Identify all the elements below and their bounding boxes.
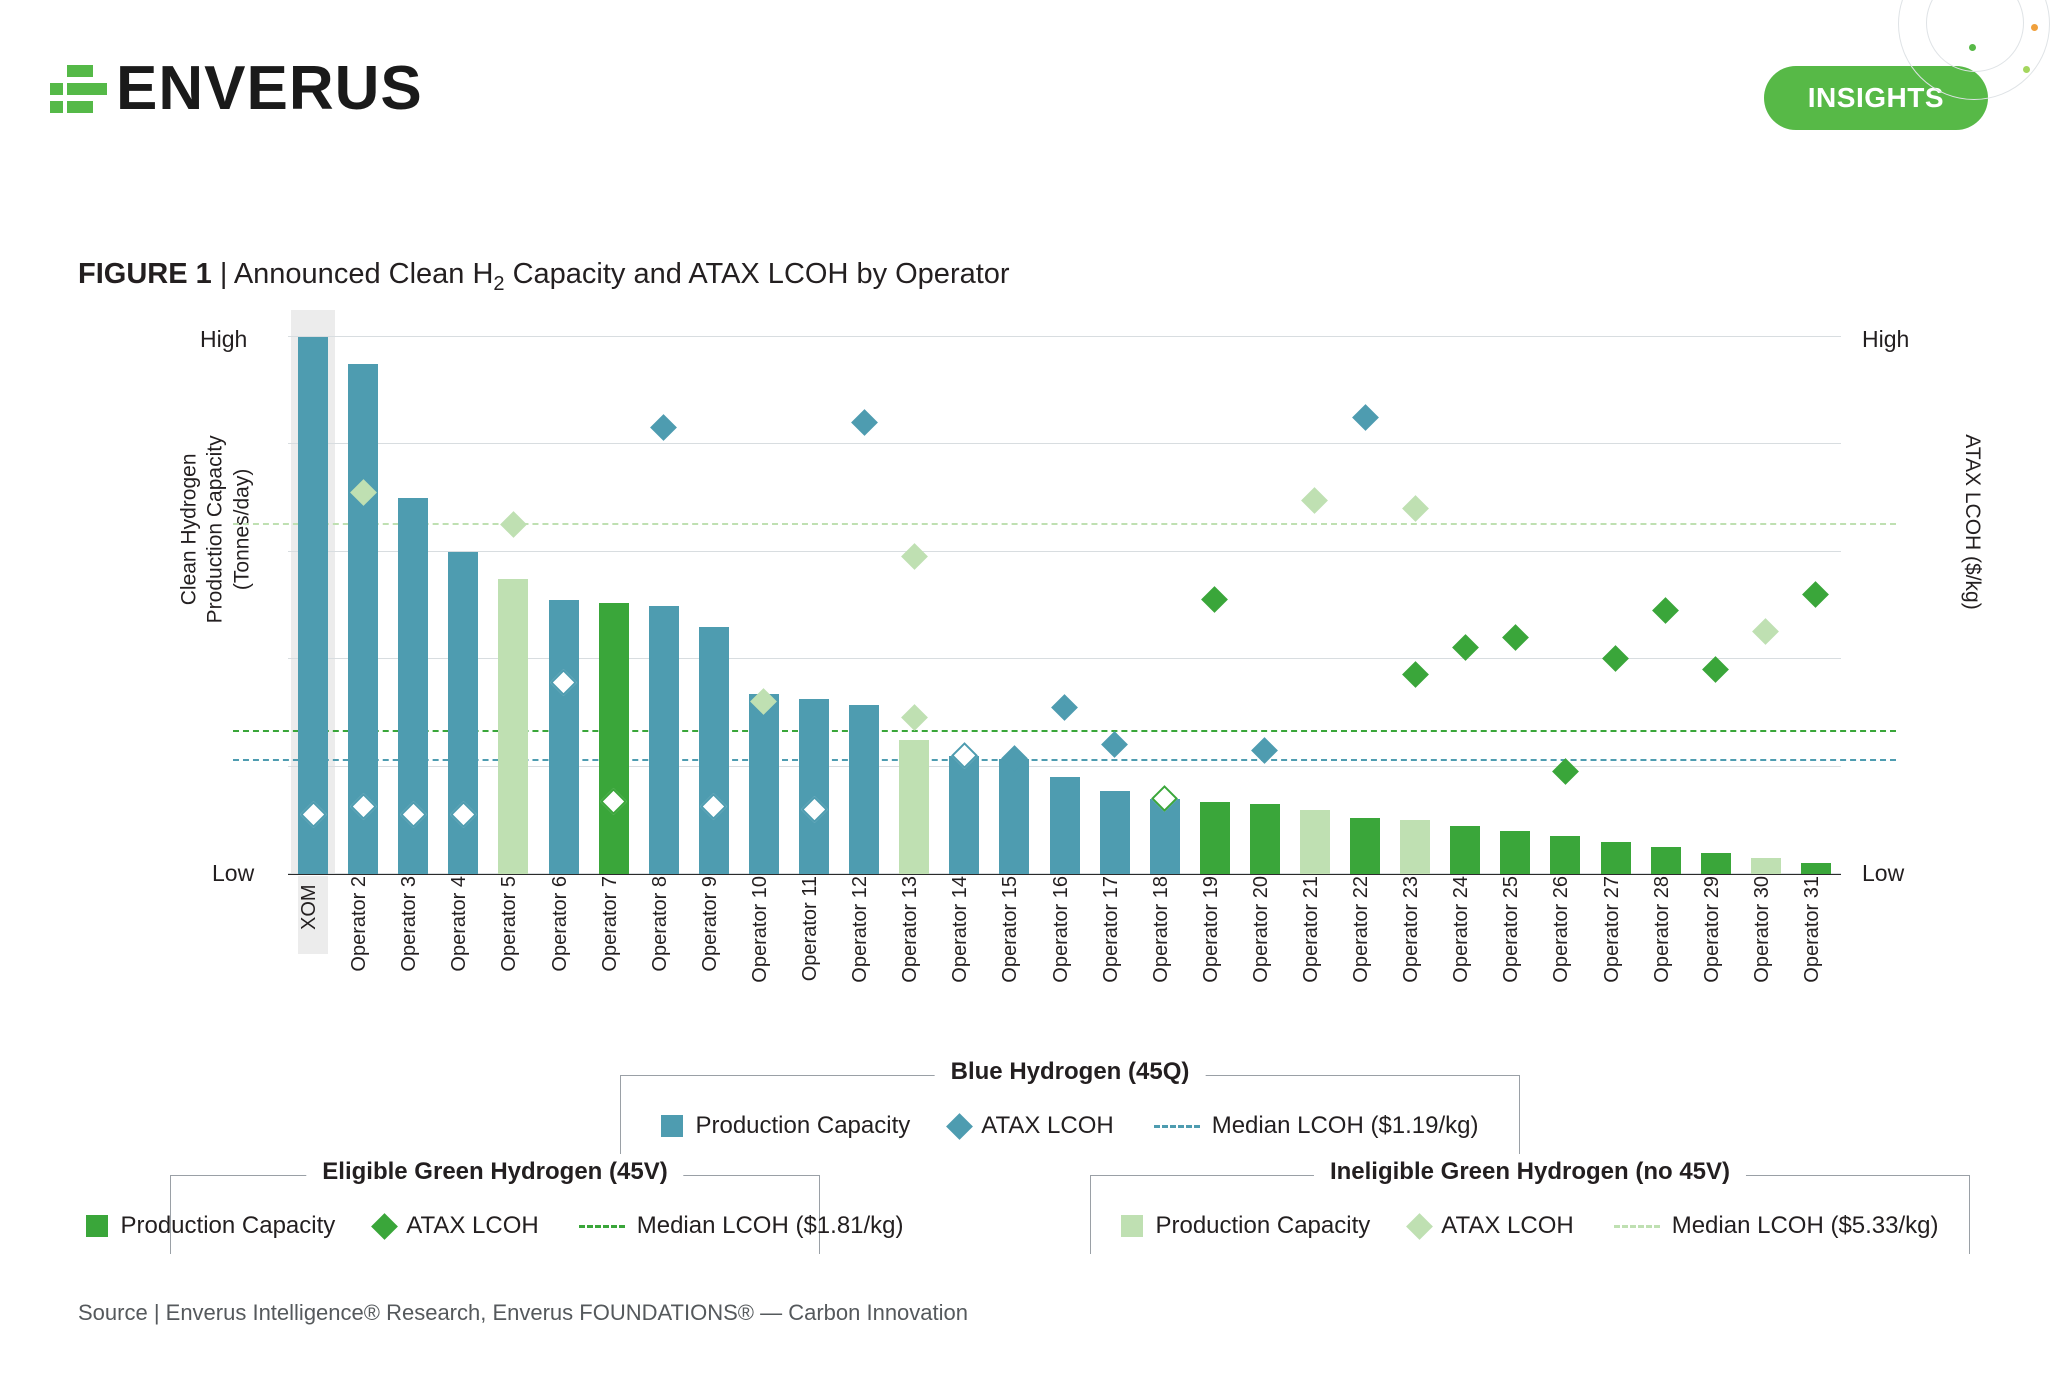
legend-ineligible-green-hydrogen [1090, 1158, 1970, 1254]
x-axis-label: Operator 3 [398, 876, 421, 972]
bar-column[interactable] [498, 337, 528, 874]
x-axis-label: Operator 15 [999, 876, 1022, 983]
bar-column[interactable] [1250, 337, 1280, 874]
figure-separator: | [219, 258, 228, 290]
x-axis-label: Operator 27 [1600, 876, 1623, 983]
x-axis-label: Operator 13 [899, 876, 922, 983]
legend-swatch-square-pale-icon [1121, 1215, 1143, 1237]
enverus-logo-icon [50, 61, 106, 117]
x-axis-label: Operator 17 [1099, 876, 1122, 983]
legend-swatch-square-green-icon [86, 1215, 108, 1237]
legend-pale-capacity-label: Production Capacity [1155, 1212, 1371, 1239]
bar[interactable] [1400, 820, 1430, 874]
bar[interactable] [1651, 847, 1681, 874]
x-axis-label: Operator 2 [348, 876, 371, 972]
x-axis-label: Operator 8 [648, 876, 671, 972]
bar-column[interactable] [749, 337, 779, 874]
bar-column[interactable] [1701, 337, 1731, 874]
bar[interactable] [1200, 802, 1230, 874]
bar[interactable] [1250, 804, 1280, 874]
x-axis-label: Operator 25 [1500, 876, 1523, 983]
x-axis-label: Operator 5 [498, 876, 521, 972]
bar-column[interactable] [1550, 337, 1580, 874]
legend-blue-capacity-label: Production Capacity [695, 1112, 911, 1139]
legend-green-capacity [86, 1212, 335, 1240]
bar-column[interactable] [1100, 337, 1130, 874]
plot-area [288, 337, 1841, 875]
legend-green-median-label: Median LCOH ($1.81/kg) [636, 1212, 904, 1239]
y-axis-left-low-label: Low [212, 860, 255, 886]
x-axis-label: Operator 20 [1249, 876, 1272, 983]
x-axis-label: Operator 26 [1550, 876, 1573, 983]
x-axis-label: Operator 11 [799, 876, 822, 982]
legend-green-median [579, 1212, 904, 1240]
x-axis-label: Operator 29 [1700, 876, 1723, 983]
legend-green-title: Eligible Green Hydrogen (45V) [306, 1158, 683, 1186]
y-axis-right-title: ATAX LCOH ($/kg) [1961, 434, 1984, 610]
bar-column[interactable] [298, 337, 328, 874]
x-axis-label: Operator 30 [1750, 876, 1773, 983]
bottom-accent [0, 1370, 2060, 1374]
x-axis-label: Operator 23 [1400, 876, 1423, 983]
x-axis-label: Operator 7 [598, 876, 621, 972]
legend-swatch-dash-green-icon [579, 1225, 625, 1228]
bar[interactable] [949, 756, 979, 874]
y-axis-left-title-line2: (Tonnes/day) [230, 468, 254, 591]
legend-green-lcoh [375, 1212, 538, 1240]
bar-column[interactable] [999, 337, 1029, 874]
legend-blue-capacity [661, 1112, 910, 1140]
figure-title-subscript: 2 [493, 272, 505, 295]
x-axis-label: Operator 10 [748, 876, 771, 983]
bar[interactable] [799, 699, 829, 874]
bar-column[interactable] [1300, 337, 1330, 874]
bar-column[interactable] [448, 337, 478, 874]
bar[interactable] [1350, 818, 1380, 874]
bar[interactable] [1801, 863, 1831, 874]
bar[interactable] [1751, 858, 1781, 874]
legend-blue-hydrogen [620, 1058, 1520, 1154]
x-axis-label: Operator 4 [448, 876, 471, 972]
legend-swatch-square-blue-icon [661, 1115, 683, 1137]
legend-pale-median-label: Median LCOH ($5.33/kg) [1671, 1212, 1939, 1239]
insights-badge: INSIGHTS [1764, 66, 1988, 130]
x-axis-label: Operator 9 [698, 876, 721, 972]
x-axis-label: XOM [298, 876, 328, 954]
bar[interactable] [1450, 826, 1480, 874]
x-axis-label: Operator 31 [1800, 876, 1823, 983]
bar-column[interactable] [549, 337, 579, 874]
legend-pale-title: Ineligible Green Hydrogen (no 45V) [1314, 1158, 1746, 1186]
bar[interactable] [498, 579, 528, 874]
bar[interactable] [1050, 777, 1080, 874]
x-axis-label: Operator 6 [548, 876, 571, 972]
legend-swatch-dash-blue-icon [1154, 1125, 1200, 1128]
legend-pale-lcoh-label: ATAX LCOH [1441, 1212, 1574, 1239]
figure-title-text-2: Capacity and ATAX LCOH by Operator [504, 258, 1010, 290]
legend-green-capacity-label: Production Capacity [120, 1212, 336, 1239]
bar-column[interactable] [1751, 337, 1781, 874]
y-axis-left-title-line1: Clean Hydrogen Production Capacity [177, 435, 227, 624]
legend-swatch-diamond-pale-icon [1406, 1213, 1433, 1240]
legend-blue-lcoh-label: ATAX LCOH [981, 1112, 1114, 1139]
bar[interactable] [549, 600, 579, 874]
x-axis-label: Operator 28 [1650, 876, 1673, 983]
bar[interactable] [599, 603, 629, 874]
legend-blue-title: Blue Hydrogen (45Q) [935, 1058, 1206, 1086]
legend-eligible-green-hydrogen [120, 1158, 904, 1254]
page-header [0, 0, 2060, 190]
bar-column[interactable] [1400, 337, 1430, 874]
legend-blue-median-label: Median LCOH ($1.19/kg) [1211, 1112, 1479, 1139]
bar-series [288, 337, 1841, 874]
figure-title [78, 258, 1010, 296]
legend-swatch-diamond-blue-icon [946, 1113, 973, 1140]
source-text: Source | Enverus Intelligence® Research, Enverus FOUNDATIONS® — Carbon Innovation [78, 1300, 968, 1325]
bar[interactable] [1701, 853, 1731, 874]
bar[interactable] [699, 627, 729, 874]
legend-swatch-dash-pale-icon [1614, 1225, 1660, 1228]
bar-column[interactable] [799, 337, 829, 874]
chart [0, 310, 2060, 1070]
bar[interactable] [1100, 791, 1130, 874]
legend-blue-median [1154, 1112, 1479, 1140]
y-axis-right-high-label: High [1862, 326, 1910, 352]
bar-column[interactable] [1050, 337, 1080, 874]
y-axis-left-title [177, 409, 256, 649]
bar[interactable] [1300, 810, 1330, 874]
figure-title-text-1: Announced Clean H [233, 258, 494, 290]
bar-column[interactable] [398, 337, 428, 874]
bar[interactable] [899, 740, 929, 874]
bar-column[interactable] [949, 337, 979, 874]
bar[interactable] [1500, 831, 1530, 874]
x-axis-label: Operator 12 [849, 876, 872, 983]
x-axis-label: Operator 19 [1199, 876, 1222, 983]
y-axis-left-high-label: High [200, 326, 248, 352]
source-note [78, 1300, 968, 1326]
bar[interactable] [1550, 836, 1580, 874]
x-axis-label: Operator 14 [949, 876, 972, 983]
corner-decoration [1860, 0, 2060, 130]
y-axis-right-low-label: Low [1862, 860, 1905, 886]
bar-column[interactable] [1500, 337, 1530, 874]
x-axis-label: Operator 16 [1049, 876, 1072, 983]
bar[interactable] [749, 694, 779, 874]
bar[interactable] [649, 606, 679, 875]
bar[interactable] [849, 705, 879, 874]
bar[interactable] [298, 337, 328, 874]
legend-pale-lcoh [1410, 1212, 1573, 1240]
legend-pale-capacity [1121, 1212, 1370, 1240]
x-axis-label: Operator 24 [1450, 876, 1473, 983]
bar[interactable] [999, 759, 1029, 874]
bar-column[interactable] [1450, 337, 1480, 874]
bar[interactable] [1601, 842, 1631, 874]
legend-blue-lcoh [950, 1112, 1113, 1140]
legend-pale-median [1614, 1212, 1939, 1240]
enverus-logo [50, 54, 423, 123]
legend-green-lcoh-label: ATAX LCOH [406, 1212, 539, 1239]
bar-column[interactable] [899, 337, 929, 874]
x-axis-label: Operator 18 [1149, 876, 1172, 983]
figure-label: FIGURE 1 [78, 258, 212, 290]
enverus-logo-text: ENVERUS [116, 54, 423, 123]
x-axis-label: Operator 21 [1299, 876, 1322, 983]
x-axis-labels [288, 876, 1841, 1046]
x-axis-label: Operator 22 [1350, 876, 1373, 983]
bar-column[interactable] [1601, 337, 1631, 874]
legend-swatch-diamond-green-icon [371, 1213, 398, 1240]
